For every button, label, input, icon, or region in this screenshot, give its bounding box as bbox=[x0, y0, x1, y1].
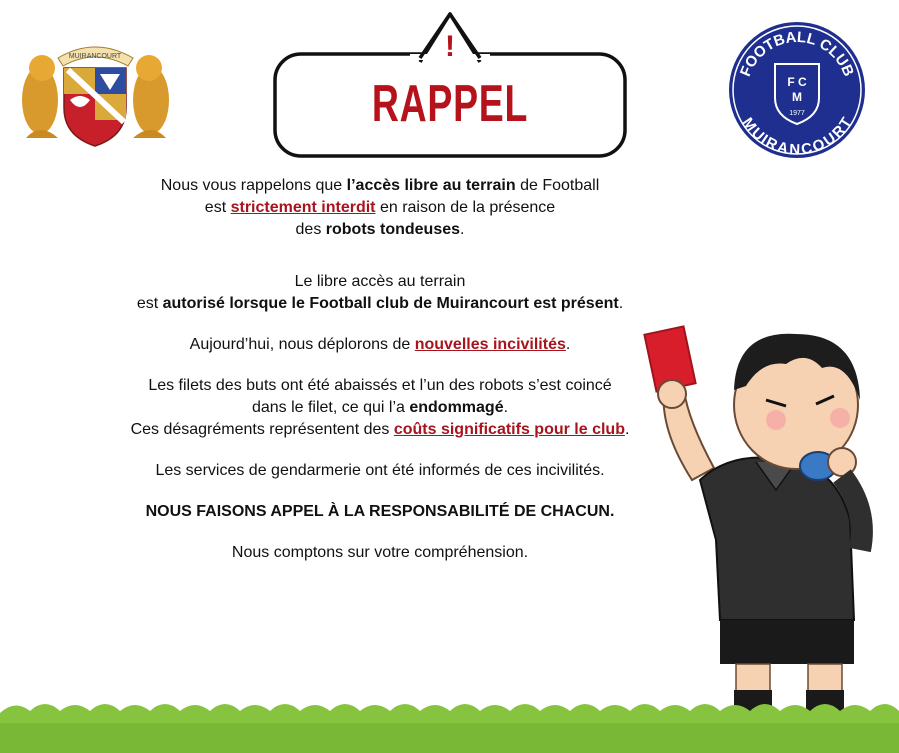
football-club-muirancourt-logo bbox=[727, 20, 867, 160]
bold-span: autorisé lorsque le Football club de Muirancourt est présent bbox=[162, 295, 619, 312]
fc-logo-letter-m: M bbox=[792, 90, 802, 104]
paragraph-authorized bbox=[60, 271, 700, 315]
muirancourt-crest-logo bbox=[18, 38, 173, 150]
paragraph-damage bbox=[60, 375, 700, 441]
fc-logo-bottom-text: MUIRANCOURT bbox=[738, 114, 856, 159]
text-span: . bbox=[618, 295, 624, 312]
paragraph-gendarmerie: Les services de gendarmerie ont été informés de ces incivilités. bbox=[155, 462, 605, 479]
paragraph-call-responsibility: NOUS FAISONS APPEL À LA RESPONSABILITÉ DE CHACUN. bbox=[145, 503, 615, 520]
highlight-significant-costs: coûts significatifs pour le club bbox=[393, 421, 625, 438]
text-span: de Football bbox=[515, 177, 600, 194]
text-span: Le libre accès au terrain bbox=[294, 273, 466, 290]
crest-banner-text: MUIRANCOURT bbox=[68, 53, 122, 60]
paragraph-closing: Nous comptons sur votre compréhension. bbox=[231, 544, 529, 561]
text-span: dans le filet, ce qui l’a bbox=[251, 399, 410, 416]
paragraph-incivilities bbox=[60, 334, 700, 356]
bold-span: robots tondeuses bbox=[325, 221, 461, 238]
text-span: . bbox=[565, 336, 571, 353]
text-span: en raison de la présence bbox=[375, 199, 556, 216]
text-span: est bbox=[136, 295, 163, 312]
notice-body bbox=[60, 175, 700, 583]
text-span: des bbox=[295, 221, 326, 238]
text-span: Aujourd’hui, nous déplorons de bbox=[189, 336, 415, 353]
bold-span: l’accès libre au terrain bbox=[346, 177, 516, 194]
page-title: RAPPEL bbox=[371, 75, 529, 133]
fc-logo-year: 1977 bbox=[789, 110, 805, 117]
highlight-strictly-forbidden: strictement interdit bbox=[230, 199, 376, 216]
highlight-new-incivilities: nouvelles incivilités bbox=[414, 336, 566, 353]
text-span: Ces désagréments représentent des bbox=[130, 421, 394, 438]
grass-footer bbox=[0, 693, 899, 753]
fc-logo-top-text: FOOTBALL CLUB bbox=[736, 28, 858, 79]
alert-exclamation-icon: ! bbox=[445, 30, 455, 63]
text-span: . bbox=[503, 399, 509, 416]
fc-logo-letters: F C bbox=[787, 75, 807, 89]
text-span: est bbox=[204, 199, 231, 216]
text-span: Les filets des buts ont été abaissés et l’un des robots s’est coincé bbox=[148, 377, 612, 394]
bold-span: endommagé bbox=[409, 399, 504, 416]
text-span: Nous vous rappelons que bbox=[160, 177, 347, 194]
referee-red-card-illustration bbox=[636, 290, 896, 730]
text-span: . bbox=[460, 221, 465, 238]
paragraph-access bbox=[60, 175, 700, 241]
text-span: . bbox=[624, 421, 630, 438]
